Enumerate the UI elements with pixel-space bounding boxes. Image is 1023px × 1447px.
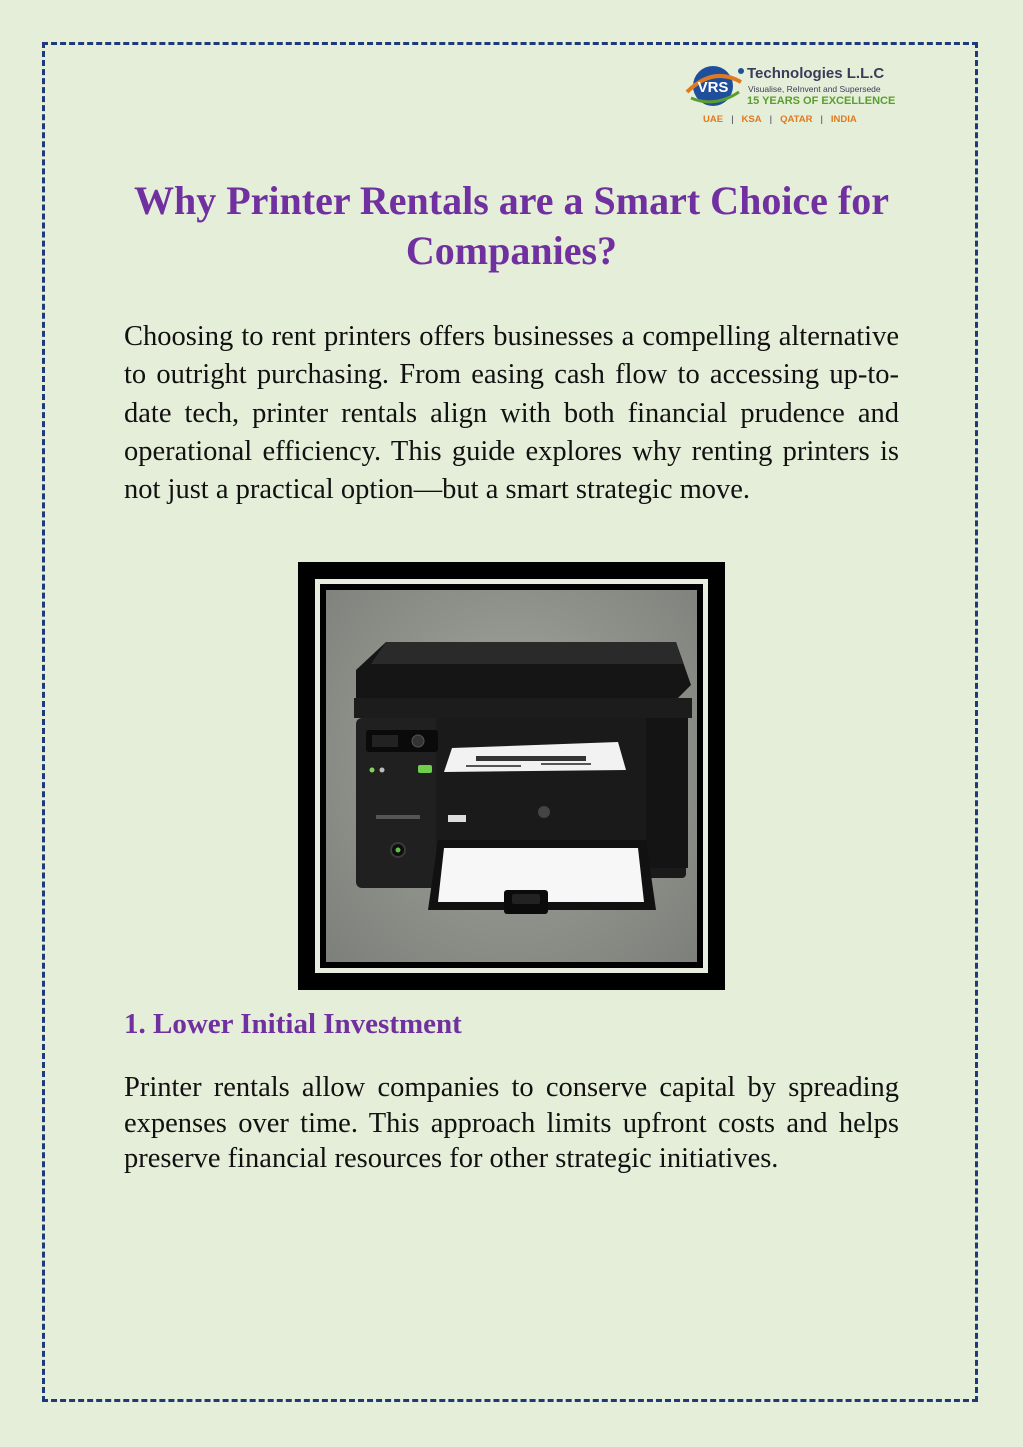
region-ksa: KSA [741,114,762,125]
region-qatar: QATAR [780,114,813,125]
company-logo [683,62,898,132]
region-separator: | [769,114,773,125]
region-india: INDIA [830,114,857,125]
logo-brand: Technologies L.L.C [747,65,885,82]
region-separator: | [731,114,734,125]
logo-monogram: VRS [697,79,729,96]
logo-years: 15 YEARS OF EXCELLENCE [747,95,896,107]
page-title: Why Printer Rentals are a Smart Choice for Companies? [133,178,890,273]
region-separator: | [820,114,823,125]
image-inner-border [315,579,708,973]
section-body: Printer rentals allow companies to conserve capital by spreading expenses over time. This approach limits upfront costs and helps preserve financial resources for other strategic initiatives. [124,1072,899,1174]
section-heading: 1. Lower Initial Investment [124,1008,462,1040]
vrs-logo-icon [683,62,745,112]
printer-image [298,562,725,990]
region-uae: UAE [703,114,724,125]
printer-photo [326,590,697,962]
printer-illustration [326,590,697,962]
logo-tagline: Visualise, ReInvent and Supersede [748,84,881,94]
logo-regions [703,114,857,125]
intro-paragraph: Choosing to rent printers offers businesses a compelling alternative to outright purchasing. From easing cash flow to accessing up-to-date tech, printer rentals align with both financial prudence and operational efficiency. This guide explores why renting printers is not just a practical option—but a smart strategic move. [124,321,899,506]
